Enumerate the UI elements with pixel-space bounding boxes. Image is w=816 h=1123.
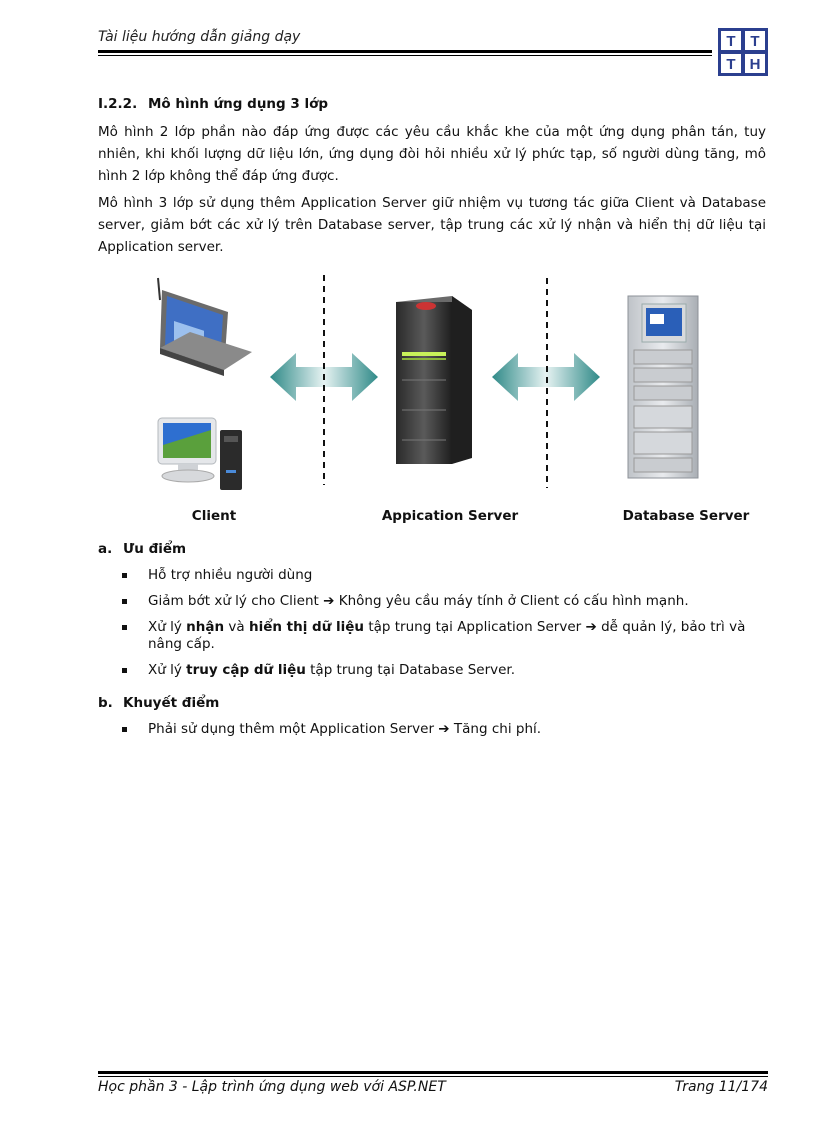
desktop-pc-icon [158,418,242,490]
footer-rule [98,1071,768,1074]
text-segment: và [224,619,249,635]
database-server-icon [628,296,698,478]
paragraph-1: Mô hình 2 lớp phần nào đáp ứng được các yêu cầu khắc khe của một ứng dụng phân tán, tuy nhiên, khi khối lượng dữ liệu lớn, ứng dụng đòi hỏi nhiều xử lý phức tạp, số người dùng tăng, mô hình 2 lớp không thể đáp ứng được. [98,124,766,184]
caption-application-server: Appication Server [381,508,519,524]
advantages-title: Ưu điểm [123,541,187,557]
section-heading [98,96,328,112]
text-segment: tập trung tại Application Server ➔ dễ quản lý, bảo trì và nâng cấp. [148,619,746,652]
disadvantages-title: Khuyết điểm [123,695,220,711]
laptop-icon [158,278,252,376]
advantage-item-3 [122,619,768,655]
section-number: I.2.2. [98,96,138,112]
bullet-icon [122,573,127,578]
advantages-heading [98,541,186,557]
paragraph-2: Mô hình 3 lớp sử dụng thêm Application Server giữ nhiệm vụ tương tác giữa Client và Database server, giảm bớt các xử lý trên Database server, tập trung các xử lý nhận và hiển thị dữ liệu tại Application server. [98,195,766,255]
advantage-text [148,662,768,679]
bullet-icon [122,668,127,673]
caption-client: Client [191,508,237,524]
footer-course-title: Học phần 3 - Lập trình ứng dụng web với ASP.NET [98,1079,446,1095]
header-rule-thin [98,55,712,56]
logo-letter-2: T [750,33,760,50]
bullet-icon [122,625,127,630]
logo-letter-4: H [749,56,761,73]
disadvantages-heading [98,695,219,711]
advantage-text: Giảm bớt xử lý cho Client ➔ Không yêu cầu máy tính ở Client có cấu hình mạnh. [148,593,689,609]
tth-logo [718,28,768,76]
text-segment: tập trung tại Database Server. [305,662,516,678]
advantage-item-1 [122,567,768,585]
bold-segment: nhận [186,619,225,635]
header-title: Tài liệu hướng dẫn giảng dạy [98,29,301,45]
footer-rule-thin [98,1076,768,1077]
three-tier-diagram [140,270,770,500]
section-title: Mô hình ứng dụng 3 lớp [148,96,329,112]
logo-letter-1: T [726,33,736,50]
bold-segment: truy cập dữ liệu [186,662,306,678]
disadvantages-letter: b. [98,695,113,711]
bullet-icon [122,727,127,732]
logo-letter-3: T [726,56,736,73]
advantage-text [148,619,768,653]
advantage-item-2 [122,593,768,611]
header-rule [98,50,712,53]
advantage-item-4 [122,662,768,680]
disadvantage-text: Phải sử dụng thêm một Application Server ➔ Tăng chi phí. [148,721,542,737]
advantage-text: Hỗ trợ nhiều người dùng [148,567,313,583]
disadvantage-item-1 [122,721,768,739]
bullet-icon [122,599,127,604]
caption-database-server: Database Server [622,508,750,524]
text-segment: Xử lý [148,619,187,635]
text-segment: Xử lý [148,662,187,678]
bold-segment: hiển thị dữ liệu [248,619,365,635]
advantages-letter: a. [98,541,113,557]
application-server-icon [396,296,472,464]
footer-page-number: Trang 11/174 [674,1079,768,1095]
